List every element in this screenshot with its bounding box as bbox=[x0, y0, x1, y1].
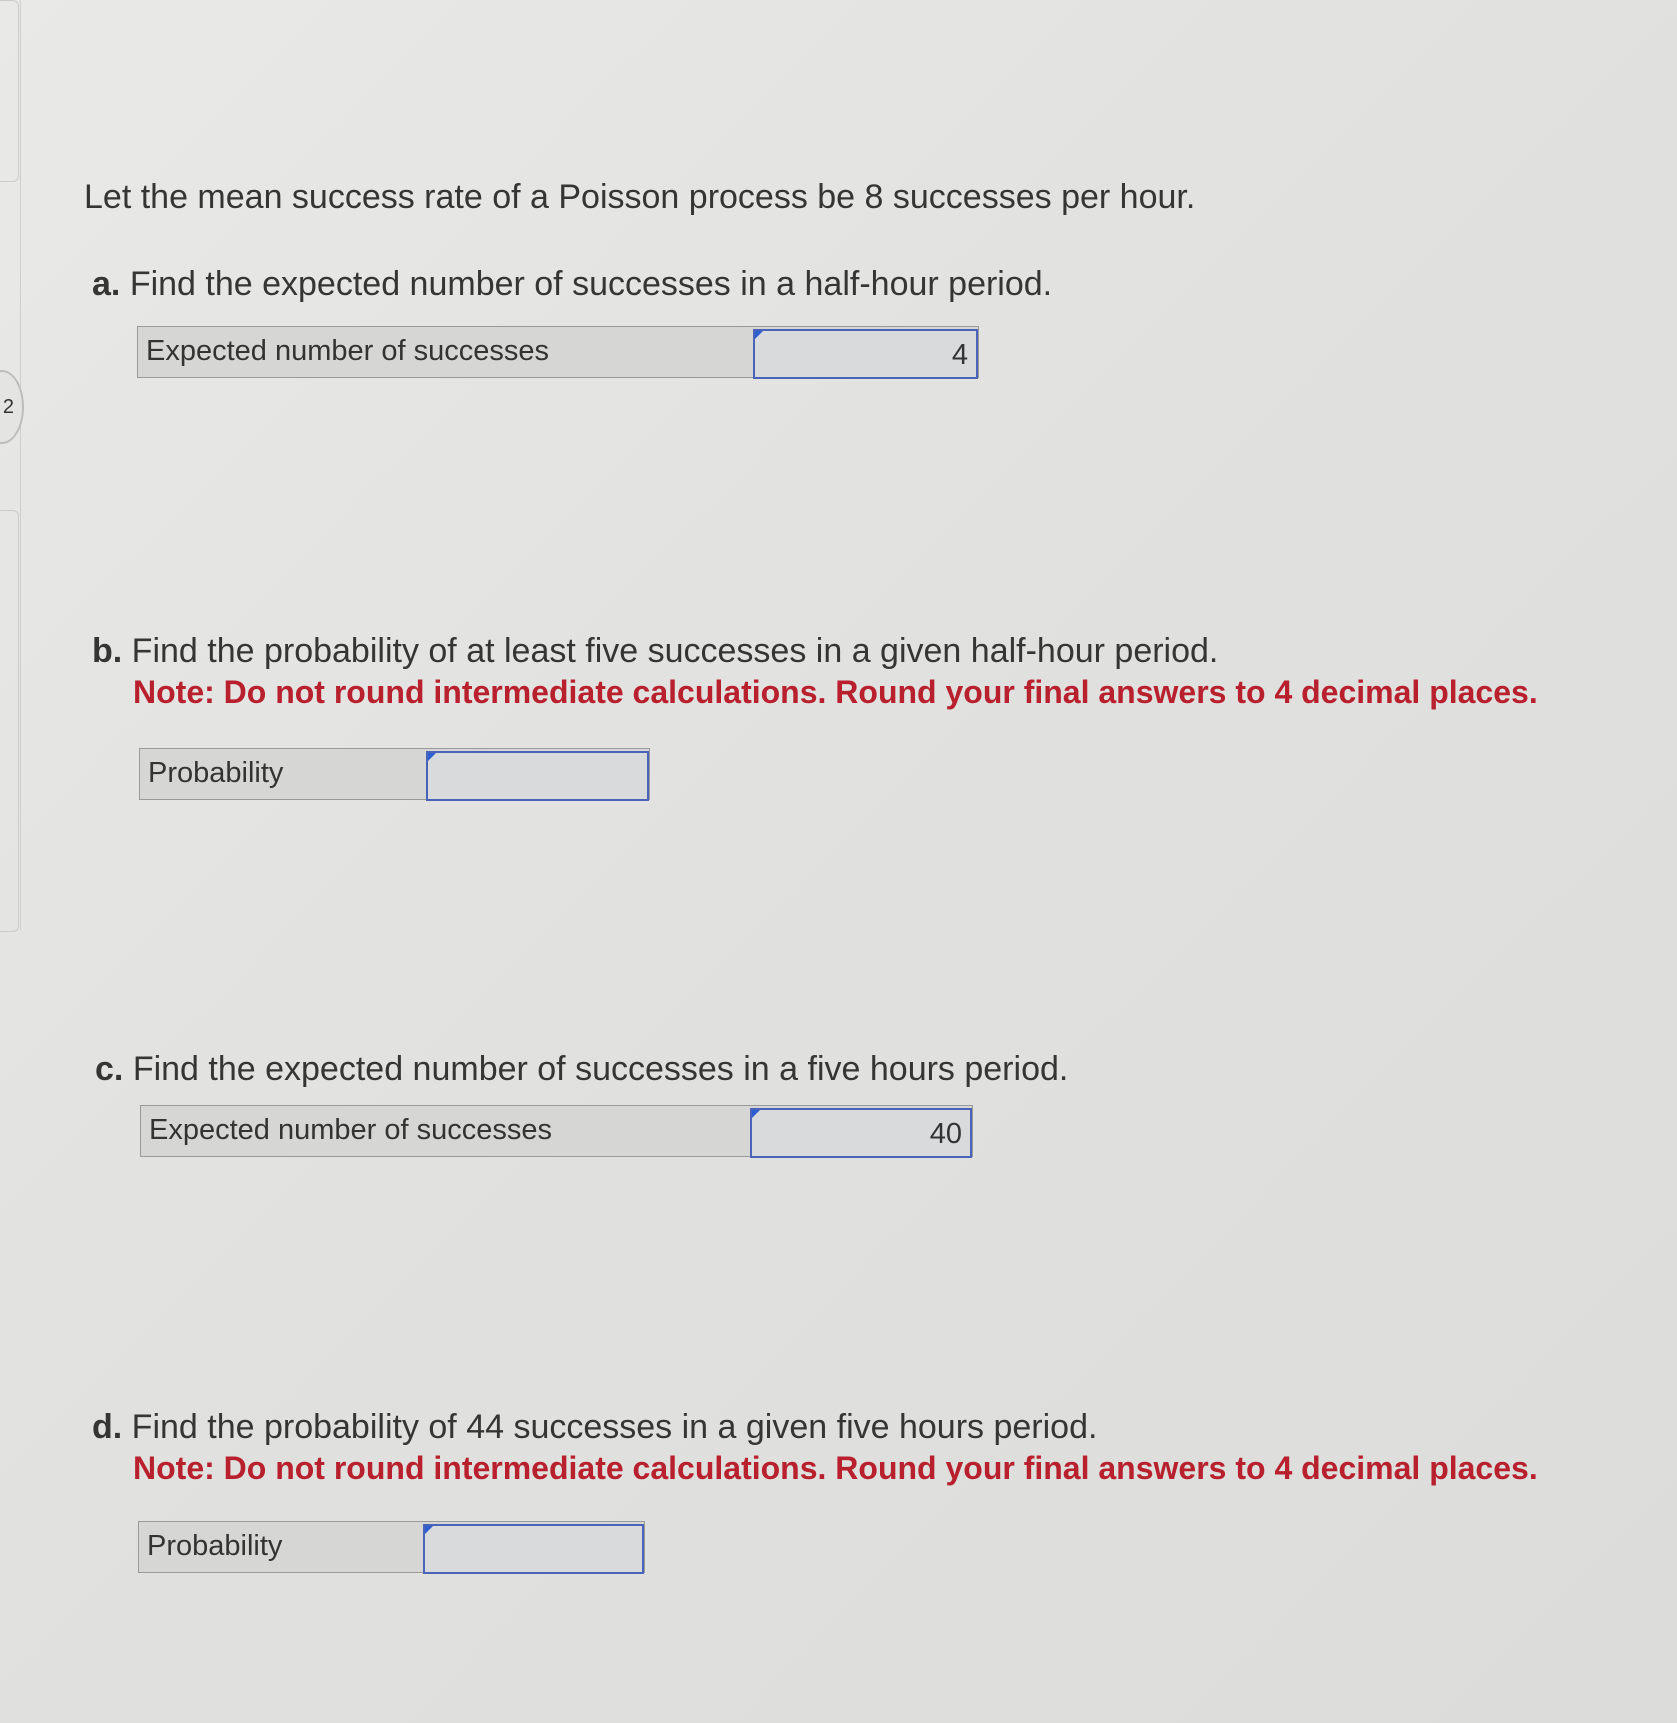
expected-successes-input-a[interactable]: 4 bbox=[753, 329, 978, 379]
question-number: 2 bbox=[2, 396, 14, 418]
question-text: Find the probability of 44 successes in a given five hours period. bbox=[131, 1408, 1098, 1446]
question-b bbox=[92, 632, 1218, 671]
answer-row-d bbox=[138, 1521, 645, 1573]
sidebar-tab[interactable] bbox=[0, 0, 19, 182]
question-text: Find the expected number of successes in a five hours period. bbox=[132, 1050, 1069, 1088]
question-d bbox=[92, 1408, 1097, 1447]
answer-label: Expected number of successes bbox=[149, 1114, 552, 1146]
expected-successes-input-c[interactable]: 40 bbox=[750, 1108, 972, 1158]
rounding-note: Note: Do not round intermediate calculations. Round your final answers to 4 decimal places. bbox=[133, 674, 1538, 710]
answer-row-c bbox=[140, 1105, 973, 1157]
answer-label: Probability bbox=[147, 1530, 283, 1562]
answer-label: Expected number of successes bbox=[146, 335, 549, 367]
question-letter: c. bbox=[95, 1050, 124, 1088]
rounding-note: Note: Do not round intermediate calculations. Round your final answers to 4 decimal places. bbox=[133, 1450, 1538, 1486]
question-a bbox=[92, 265, 1052, 304]
left-sidebar-strip bbox=[0, 0, 21, 930]
sidebar-tab[interactable] bbox=[0, 510, 19, 932]
probability-input-b[interactable] bbox=[426, 751, 649, 801]
question-text: Find the probability of at least five successes in a given half-hour period. bbox=[131, 632, 1219, 670]
problem-intro: Let the mean success rate of a Poisson process be 8 successes per hour. bbox=[84, 178, 1196, 216]
question-letter: d. bbox=[92, 1408, 123, 1446]
answer-row-a bbox=[137, 326, 979, 378]
answer-label: Probability bbox=[148, 757, 284, 789]
question-text: Find the expected number of successes in a half-hour period. bbox=[129, 265, 1053, 303]
question-letter: b. bbox=[92, 632, 123, 670]
answer-row-b bbox=[139, 748, 650, 800]
question-c bbox=[95, 1050, 1068, 1089]
question-letter: a. bbox=[92, 265, 121, 303]
probability-input-d[interactable] bbox=[423, 1524, 644, 1574]
